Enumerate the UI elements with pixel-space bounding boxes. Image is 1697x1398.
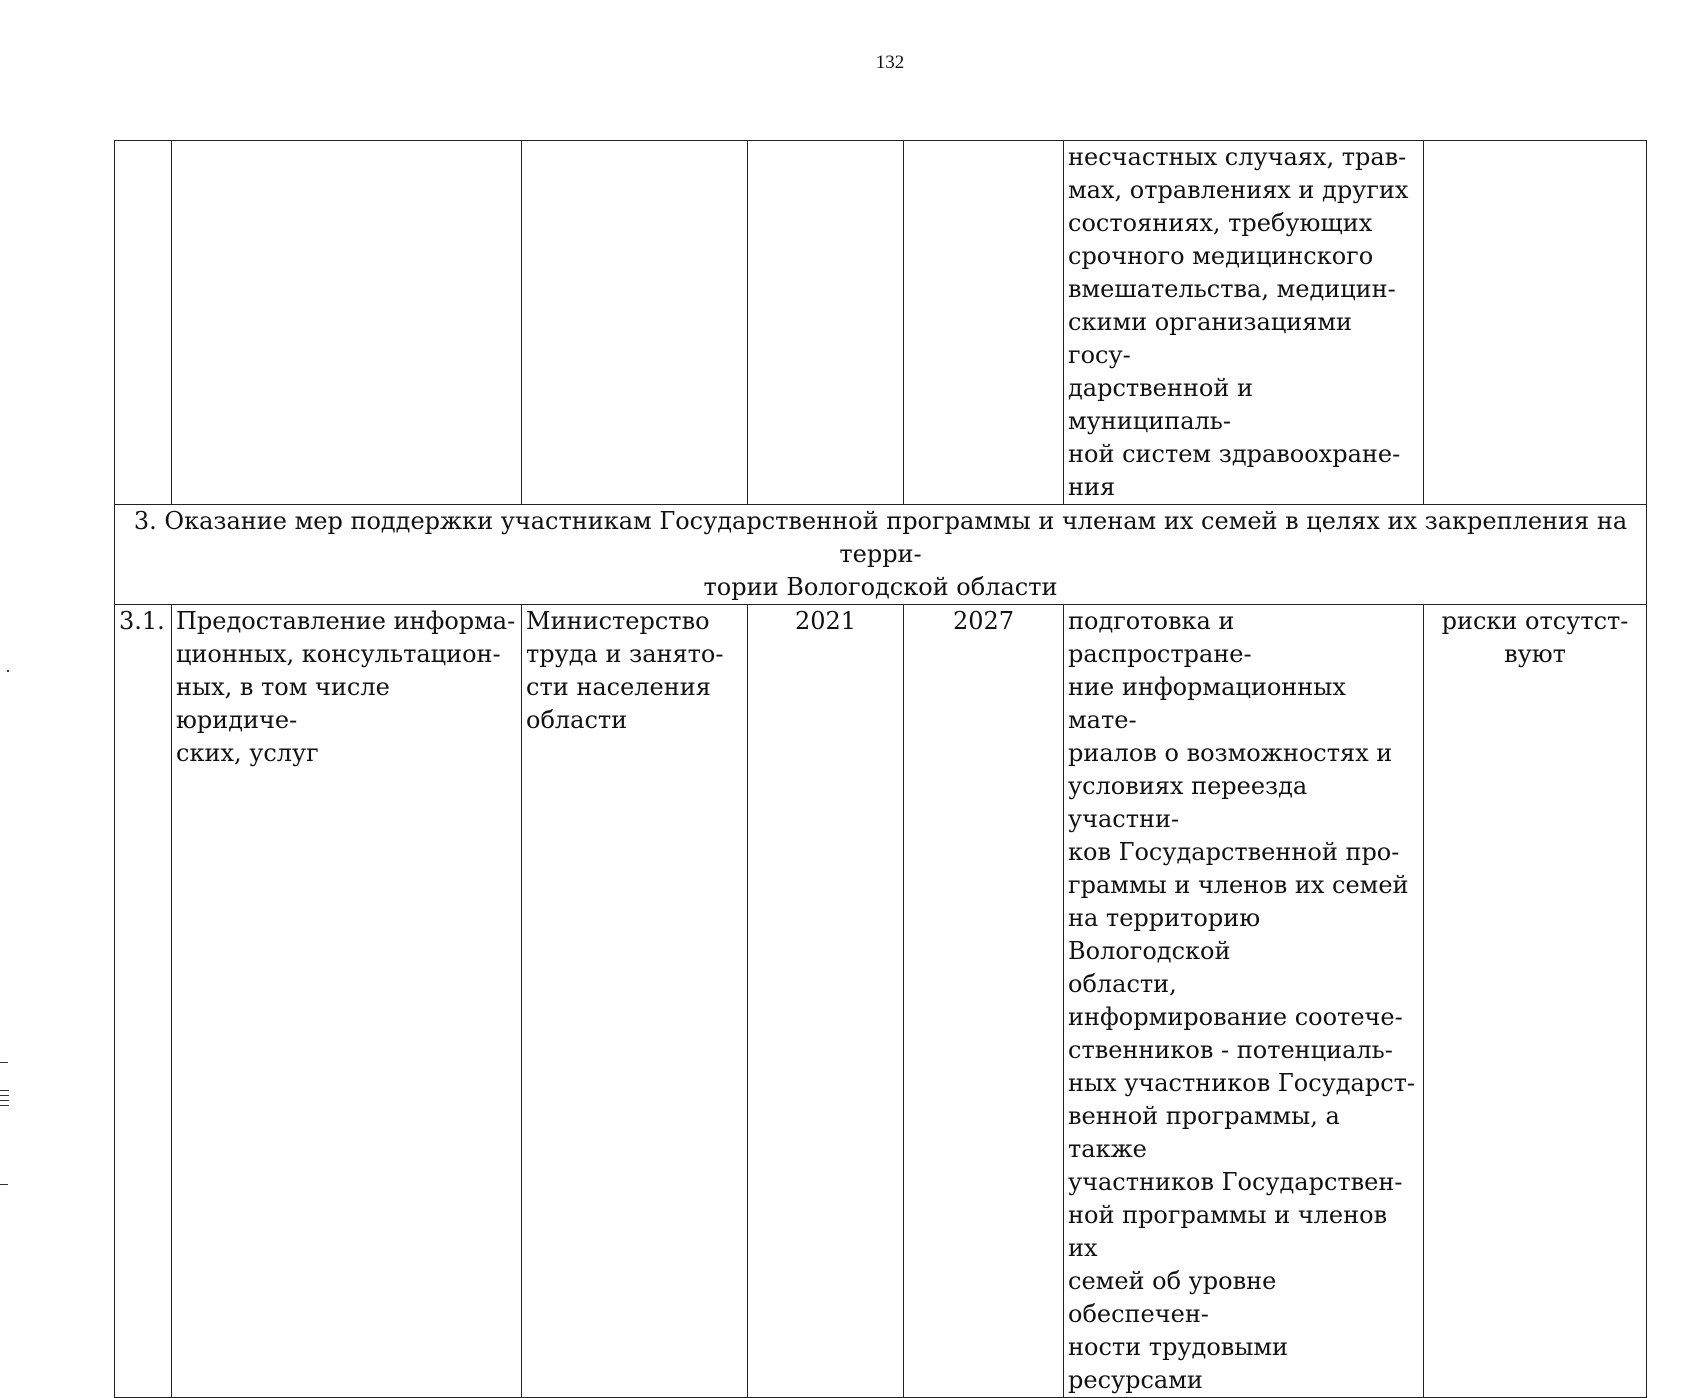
item-start-year: 2021 <box>748 605 904 1398</box>
program-measures-table <box>114 140 1647 1398</box>
cell-executor-empty <box>522 141 748 505</box>
cell-start-empty <box>748 141 904 505</box>
item-executor: Министерство труда и занято- сти населения области <box>522 605 748 1398</box>
scan-artifact-dash <box>0 1184 8 1185</box>
cell-risk-empty <box>1424 141 1647 505</box>
scan-artifact-dash <box>0 1062 8 1063</box>
section-title: 3. Оказание мер поддержки участникам Государственной программы и членам их семей в целях их закрепления на терри- тории Вологодской области <box>115 505 1647 605</box>
page-number: 132 <box>875 52 905 73</box>
scan-artifact-dash <box>0 1095 9 1096</box>
scan-artifact-dot <box>7 670 9 672</box>
section-row <box>115 505 1647 605</box>
scan-artifact-dash <box>0 1100 9 1101</box>
cell-name-empty <box>172 141 522 505</box>
table-row <box>115 605 1647 1398</box>
scan-artifact-dash <box>0 1090 9 1091</box>
cell-end-empty <box>904 141 1064 505</box>
scan-artifact-dash <box>0 1105 9 1106</box>
item-end-year: 2027 <box>904 605 1064 1398</box>
cell-result-continuation: несчастных случаях, трав- мах, отравлениях и других состояниях, требующих срочного медицинского вмешательства, медицин- скими организациями госу- дарственной и муниципаль- ной систем здравоохране- ния <box>1064 141 1424 505</box>
item-risks: риски отсутст- вуют <box>1424 605 1647 1398</box>
item-name: Предоставление информа- ционных, консультацион- ных, в том числе юридиче- ских, услуг <box>172 605 522 1398</box>
item-result: подготовка и распростране- ние информационных мате- риалов о возможностях и условиях переезда участни- ков Государственной про- граммы и членов их семей на территорию Вологодской области, информирование соотече- ственников - потенциаль- ных участников Государст- венной программы, а также участников Государствен- ной программы и членов их семей об уровне обеспечен- ности трудовыми ресурсами <box>1064 605 1424 1398</box>
item-number: 3.1. <box>115 605 172 1398</box>
cell-number-empty <box>115 141 172 505</box>
table-row-continuation <box>115 141 1647 505</box>
